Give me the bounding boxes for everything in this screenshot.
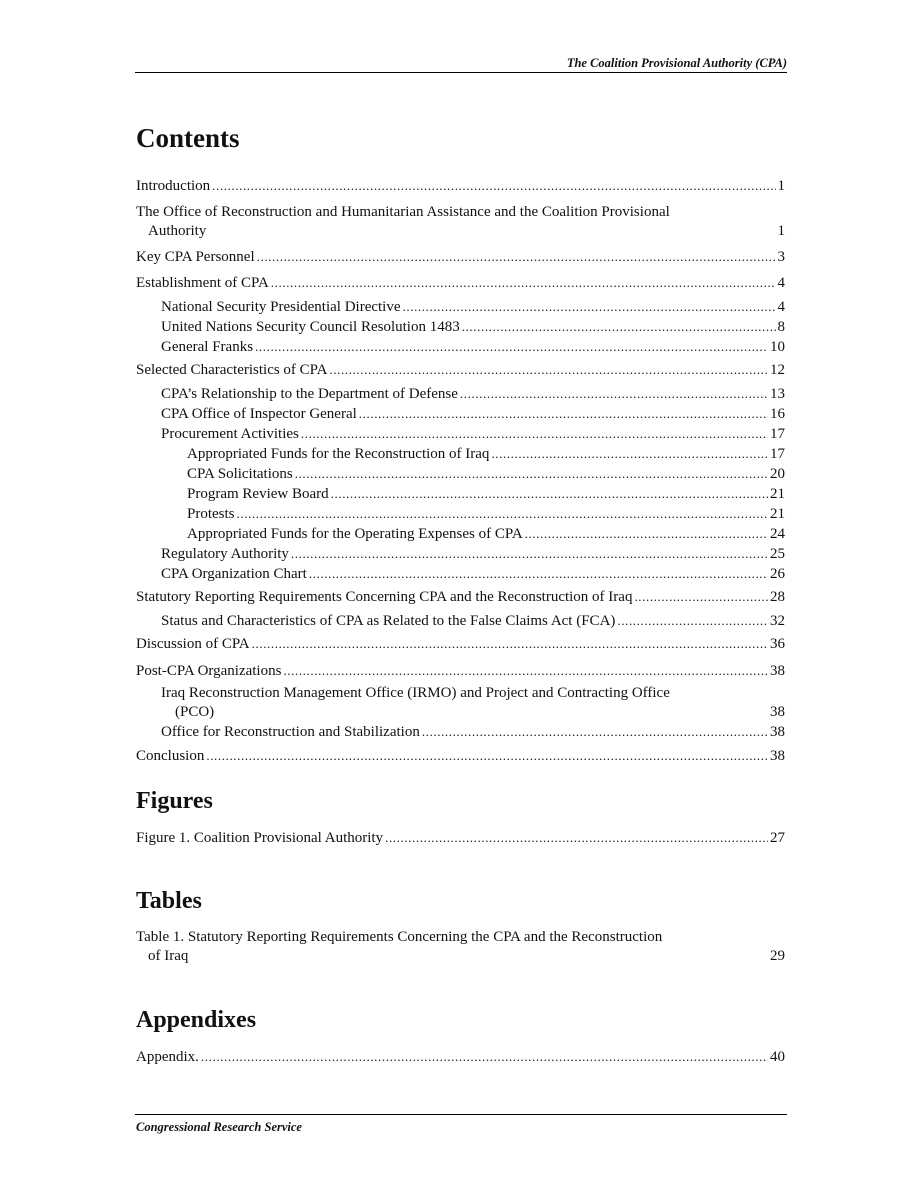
toc-entry-title: The Office of Reconstruction and Humanitarian Assistance and the Coalition Provisional [136,203,670,220]
toc-entry[interactable] [136,661,785,681]
toc-entry[interactable] [136,722,785,742]
dot-leader [331,484,768,503]
dot-leader [462,317,776,336]
toc-entry-title: Establishment of CPA [136,274,269,291]
dot-leader [403,297,776,316]
dot-leader [491,444,768,463]
dot-leader [359,404,768,423]
dot-leader [201,1047,768,1066]
toc-entry[interactable] [136,564,785,584]
toc-entry-page: 4 [777,298,785,315]
toc-entry-title: Post-CPA Organizations [136,662,282,679]
toc-entry-title: Office for Reconstruction and Stabilization [161,723,420,740]
footer-text: Congressional Research Service [136,1120,302,1134]
toc-entry[interactable] [136,587,785,607]
toc-entry-page: 20 [770,465,785,482]
dot-leader [617,611,768,630]
toc-entry[interactable] [136,746,785,766]
dot-leader [309,564,768,583]
figures-title: Figures [136,788,213,814]
appendixes-section [136,1007,785,1067]
toc-entry[interactable] [136,544,785,564]
toc-entry[interactable] [136,634,785,654]
dot-leader [255,337,768,356]
toc-entry[interactable] [136,384,785,404]
toc-entry[interactable] [136,928,785,966]
dot-leader [525,524,768,543]
toc-entry-page: 38 [770,662,785,679]
toc-entry-title: Selected Characteristics of CPA [136,361,328,378]
dot-leader [422,722,768,741]
toc-entry-page: 38 [770,723,785,740]
toc-entry-page: 1 [777,222,785,239]
toc-entry-title: Conclusion [136,747,205,764]
toc-entry-title: Discussion of CPA [136,635,250,652]
toc-entry-page: 28 [770,588,785,605]
toc-entry-title: National Security Presidential Directive [161,298,401,315]
toc-entry-title: Program Review Board [187,485,329,502]
toc-entry[interactable] [136,176,785,196]
toc-entry-title: Appendix. [136,1049,199,1066]
toc-entry-page: 13 [770,385,785,402]
toc-entry-page: 16 [770,405,785,422]
toc-entry-title: Procurement Activities [161,425,299,442]
toc-entry-title: Regulatory Authority [161,545,289,562]
toc-entry-title: Figure 1. Coalition Provisional Authority [136,830,384,847]
toc-entry-page: 12 [770,361,785,378]
dot-leader [291,544,768,563]
toc-entry-page: 32 [770,612,785,629]
figures-section [136,788,785,848]
contents-title: Contents [136,123,240,153]
dot-leader [271,273,776,292]
toc-entry-title: Protests [187,505,235,522]
toc-entry[interactable] [136,273,785,293]
dot-leader [329,360,768,379]
dot-leader [212,176,775,195]
toc-entry[interactable] [136,297,785,317]
toc-entry-page: 26 [770,565,785,582]
contents-section [136,124,785,766]
toc-entry-title: Key CPA Personnel [136,248,255,265]
toc-entry-page: 29 [770,948,785,965]
toc-entry[interactable] [136,444,785,464]
toc-entry[interactable] [136,424,785,444]
toc-entry-title: Iraq Reconstruction Management Office (IRMO) and Project and Contracting Office [161,684,670,701]
toc-entry-title: General Franks [161,338,254,355]
toc-entry-page: 24 [770,525,785,542]
toc-entry-page: 38 [770,747,785,764]
toc-entry[interactable] [136,1047,785,1067]
toc-entry-page: 10 [770,338,785,355]
toc-entry-page: 3 [777,248,785,265]
toc-entry-title-continued: of Iraq [148,948,189,965]
footer-rule [135,1114,787,1115]
toc-entry[interactable] [136,404,785,424]
toc-entry[interactable] [136,484,785,504]
toc-entry-title: CPA Solicitations [187,465,293,482]
toc-entry-page: 40 [770,1049,785,1066]
toc-entry[interactable] [136,684,785,722]
toc-entry-title: Appropriated Funds for the Operating Expenses of CPA [187,525,523,542]
toc-entry-page: 1 [777,177,785,194]
dot-leader [206,746,768,765]
toc-entry-page: 36 [770,635,785,652]
toc-entry-page: 21 [770,505,785,522]
toc-entry[interactable] [136,247,785,267]
toc-entry-title-continued: (PCO) [175,703,215,720]
running-header: The Coalition Provisional Authority (CPA) [566,56,787,70]
appendixes-title: Appendixes [136,1007,257,1033]
toc-entry-page: 27 [770,830,785,847]
toc-entry-title: United Nations Security Council Resolution 1483 [161,318,460,335]
toc-entry-page: 38 [770,703,785,720]
dot-leader [283,661,768,680]
header-rule [135,72,787,73]
tables-title: Tables [136,888,202,914]
toc-entry-title: Introduction [136,177,211,194]
toc-entry[interactable] [136,360,785,380]
tables-section [136,888,785,966]
toc-entry-title: CPA’s Relationship to the Department of Defense [161,385,458,402]
dot-leader [237,504,768,523]
dot-leader [634,587,768,606]
toc-entry-title-continued: Authority [148,222,207,239]
toc-entry-page: 4 [777,274,785,291]
toc-entry-page: 25 [770,545,785,562]
dot-leader [252,634,768,653]
toc-entry[interactable] [136,337,785,357]
toc-entry[interactable] [136,611,785,631]
dot-leader [301,424,768,443]
toc-entry-title: Appropriated Funds for the Reconstruction of Iraq [187,445,490,462]
toc-entry[interactable] [136,524,785,544]
dot-leader [295,464,768,483]
toc-entry[interactable] [136,504,785,524]
toc-entry[interactable] [136,828,785,848]
toc-entry[interactable] [136,203,785,241]
toc-entry[interactable] [136,317,785,337]
toc-entry-title: Status and Characteristics of CPA as Related to the False Claims Act (FCA) [161,612,616,629]
toc-entry-title: Statutory Reporting Requirements Concerning CPA and the Reconstruction of Iraq [136,588,633,605]
toc-entry[interactable] [136,464,785,484]
toc-entry-title: CPA Organization Chart [161,565,307,582]
toc-entry-title: CPA Office of Inspector General [161,405,357,422]
toc-entry-page: 17 [770,445,785,462]
dot-leader [257,247,776,266]
toc-entry-title: Table 1. Statutory Reporting Requirements Concerning the CPA and the Reconstruction [136,929,663,946]
toc-entry-page: 8 [777,318,785,335]
toc-entry-page: 17 [770,425,785,442]
dot-leader [460,384,768,403]
dot-leader [385,828,768,847]
toc-entry-page: 21 [770,485,785,502]
